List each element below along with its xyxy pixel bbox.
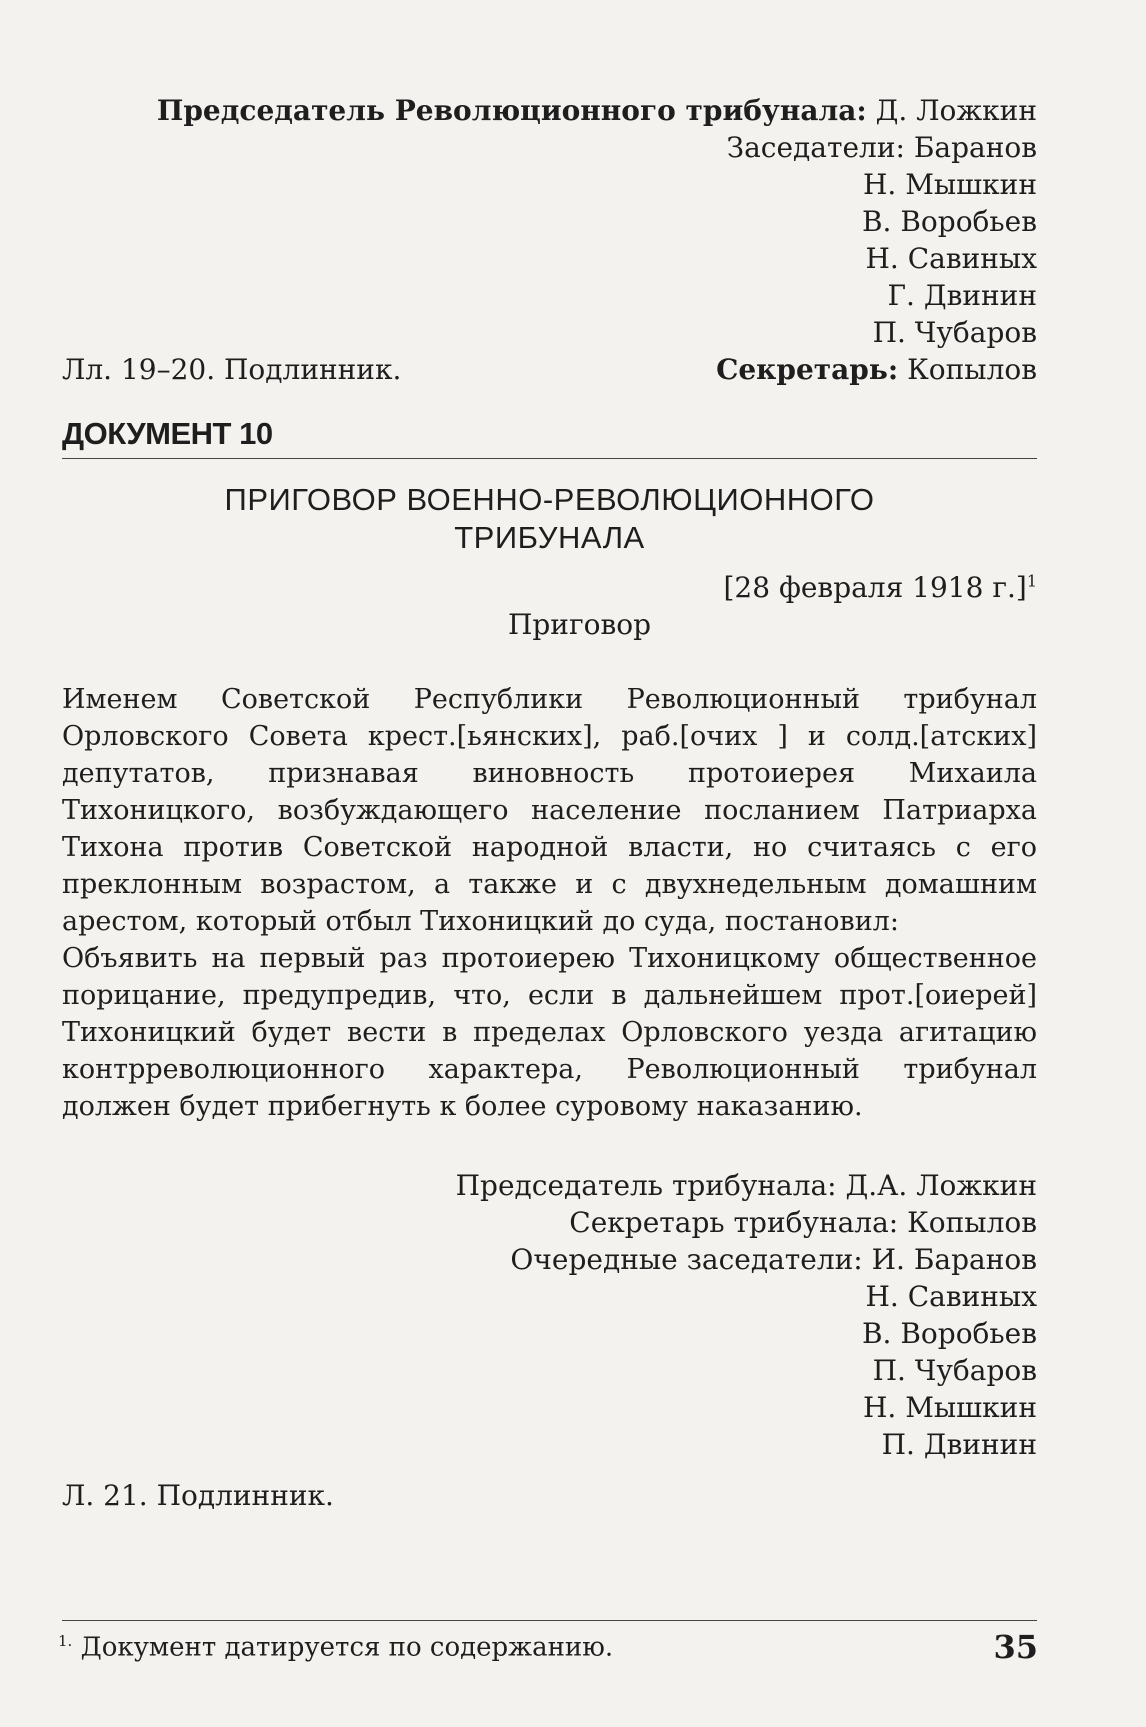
assessor-name: В. Воробьев xyxy=(861,205,1037,238)
chairman-label: Председатель Революционного трибунала: xyxy=(156,94,867,127)
signature-line: Председатель трибунала: Д.А. Ложкин xyxy=(455,1169,1037,1202)
assessor-name: П. Чубаров xyxy=(872,316,1037,349)
title-line: ПРИГОВОР ВОЕННО-РЕВОЛЮЦИОННОГО xyxy=(224,482,875,517)
paragraph: Объявить на первый раз протоиерею Тихоницкому общественное порицание, предупредив, что, если в дальнейшем прот.[оиерей] Тихоницкий будет вести в пределах Орловского уезда агитацию контрреволюционного характера, Революционный трибунал должен будет прибегнуть к более суровому наказанию. xyxy=(62,943,1037,1122)
assessor-name: Н. Савиных xyxy=(865,242,1037,275)
secretary-label: Секретарь: xyxy=(716,353,899,386)
signatures xyxy=(62,1167,1037,1463)
signature-line: П. Двинин xyxy=(881,1428,1037,1461)
document-title xyxy=(62,481,1037,557)
archive-note: Л. 21. Подлинник. xyxy=(62,1479,334,1512)
document-heading: ДОКУМЕНТ 10 xyxy=(62,416,1037,459)
previous-archive-note: Лл. 19–20. Подлинник. xyxy=(62,353,402,386)
assessor-name: Баранов xyxy=(913,131,1037,164)
page-number: 35 xyxy=(993,1628,1038,1666)
signature-line: Н. Савиных xyxy=(865,1280,1037,1313)
assessor-name: Н. Мышкин xyxy=(862,168,1037,201)
assessors-label: Заседатели: xyxy=(726,131,905,164)
footnote-divider xyxy=(62,1620,1037,1621)
secretary-name: Копылов xyxy=(907,353,1037,386)
title-line: ТРИБУНАЛА xyxy=(454,520,645,555)
signature-line: П. Чубаров xyxy=(872,1354,1037,1387)
previous-document-signatures xyxy=(62,92,1037,388)
footnote-marker: 1 xyxy=(1026,571,1037,591)
footnote xyxy=(58,1632,613,1663)
footnote-text: Документ датируется по содержанию. xyxy=(80,1632,614,1663)
assessors-line xyxy=(62,129,1037,166)
signature-line: Секретарь трибунала: Копылов xyxy=(569,1206,1037,1239)
page-content xyxy=(62,92,1037,1512)
verdict-label: Приговор xyxy=(507,608,652,641)
signature-line: Н. Мышкин xyxy=(862,1391,1037,1424)
footnote-number: 1. xyxy=(58,1632,73,1650)
paragraph: Именем Советской Республики Революционный трибунал Орловского Совета крест.[ьянских], раб.[очих ] и солд.[атских] депутатов, признавая виновность протоиерея Михаила Тихоницкого, возбуждающего население посланием Патриарха Тихона против Советской народной власти, но считаясь с его преклонным возрастом, а также и с двухнедельным домашним арестом, который отбыл Тихоницкий до суда, постановил: xyxy=(62,684,1037,937)
document-body xyxy=(62,681,1037,1125)
chairman-name: Д. Ложкин xyxy=(875,94,1037,127)
signature-line: Очередные заседатели: И. Баранов xyxy=(510,1243,1037,1276)
chairman-line xyxy=(62,92,1037,129)
document-date xyxy=(62,571,1037,604)
date-text: [28 февраля 1918 г.] xyxy=(723,571,1027,604)
assessor-name: Г. Двинин xyxy=(887,279,1037,312)
signature-line: В. Воробьев xyxy=(861,1317,1037,1350)
